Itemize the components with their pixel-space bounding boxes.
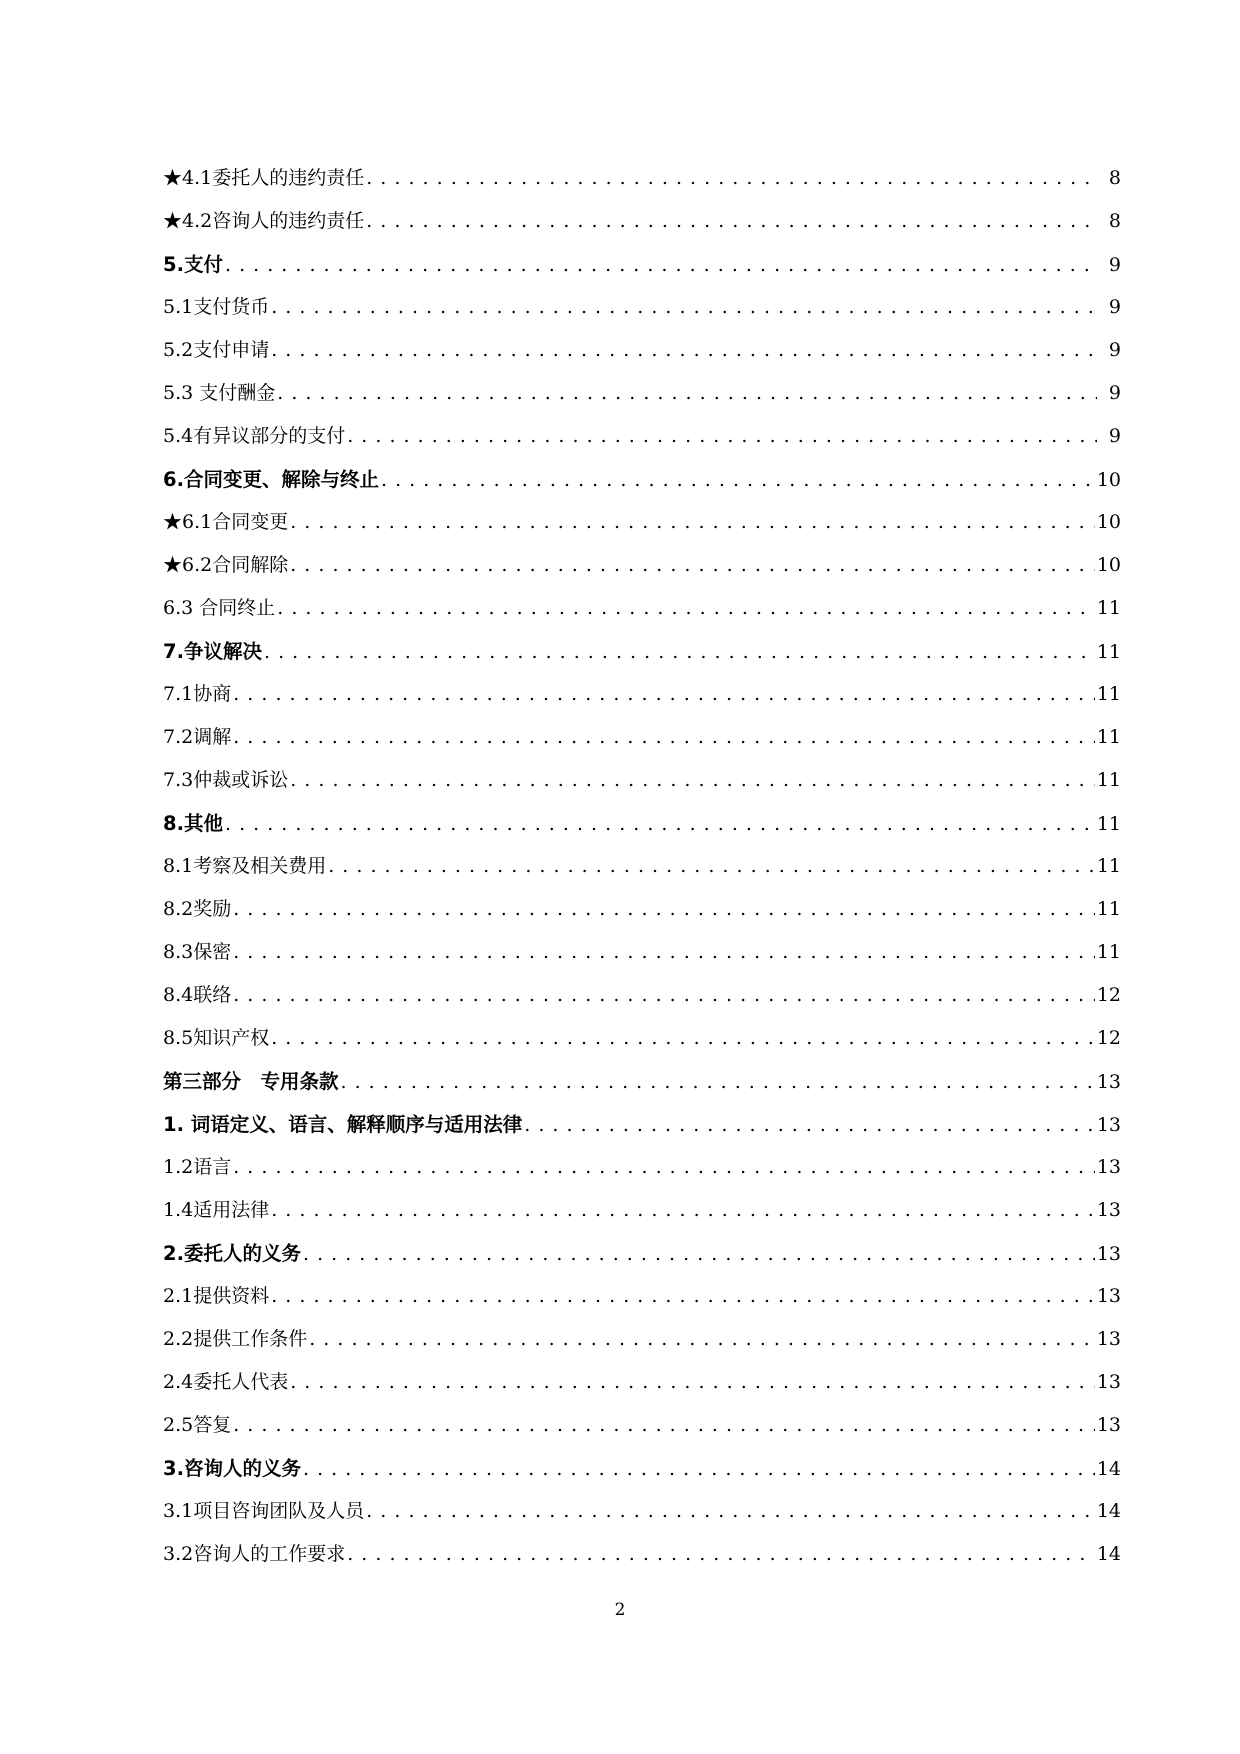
- toc-entry-page: 12: [1096, 1027, 1121, 1049]
- toc-entry-title: 5.支付: [163, 253, 223, 276]
- toc-entry-page: 11: [1096, 898, 1121, 920]
- toc-entry[interactable]: [163, 415, 1121, 458]
- toc-entry-title: ★4.1委托人的违约责任: [163, 167, 365, 189]
- toc-entry[interactable]: [163, 501, 1121, 544]
- toc-entry-title: 3.1项目咨询团队及人员: [163, 1500, 365, 1522]
- toc-dot-leader: [233, 974, 1095, 1017]
- toc-entry[interactable]: [163, 286, 1121, 329]
- toc-entry-page: 8: [1108, 210, 1121, 232]
- toc-entry-title: 2.1提供资料: [163, 1285, 270, 1307]
- toc-dot-leader: [233, 716, 1095, 759]
- toc-entry[interactable]: [163, 329, 1121, 372]
- toc-dot-leader: [225, 244, 1097, 286]
- toc-dot-leader: [233, 931, 1095, 974]
- toc-entry-title: 1.2语言: [163, 1156, 232, 1178]
- toc-entry-page: 14: [1096, 1458, 1121, 1480]
- toc-dot-leader: [277, 372, 1097, 415]
- toc-entry[interactable]: [163, 802, 1121, 845]
- toc-entry-title: 2.2提供工作条件: [163, 1328, 308, 1350]
- toc-dot-leader: [524, 1104, 1095, 1146]
- toc-entry-title: 2.4委托人代表: [163, 1371, 289, 1393]
- toc-entry-page: 14: [1096, 1500, 1121, 1522]
- toc-entry[interactable]: [163, 1232, 1121, 1275]
- toc-entry[interactable]: [163, 458, 1121, 501]
- toc-entry-title: 8.5知识产权: [163, 1027, 270, 1049]
- toc-entry-title: 5.3 支付酬金: [163, 382, 276, 404]
- toc-entry[interactable]: [163, 587, 1121, 630]
- toc-entry-page: 11: [1096, 683, 1121, 705]
- toc-entry-title: 8.其他: [163, 812, 223, 835]
- toc-dot-leader: [290, 544, 1095, 587]
- toc-entry-page: 11: [1096, 813, 1121, 835]
- toc-dot-leader: [366, 200, 1097, 243]
- toc-entry[interactable]: [163, 1275, 1121, 1318]
- toc-dot-leader: [271, 1017, 1095, 1060]
- toc-dot-leader: [233, 673, 1095, 716]
- toc-entry-page: 11: [1096, 726, 1121, 748]
- toc-entry-page: 13: [1096, 1328, 1121, 1350]
- toc-entry-title: 5.4有异议部分的支付: [163, 425, 346, 447]
- toc-entry-title: 8.3保密: [163, 941, 232, 963]
- toc-entry[interactable]: [163, 931, 1121, 974]
- toc-entry-title: ★6.2合同解除: [163, 554, 289, 576]
- toc-entry[interactable]: [163, 243, 1121, 286]
- toc-dot-leader: [290, 501, 1095, 544]
- toc-entry-title: 5.1支付货币: [163, 296, 270, 318]
- toc-entry-page: 9: [1108, 425, 1121, 447]
- toc-dot-leader: [347, 1533, 1095, 1576]
- toc-entry[interactable]: [163, 544, 1121, 587]
- toc-entry[interactable]: [163, 1146, 1121, 1189]
- toc-dot-leader: [233, 888, 1095, 931]
- toc-entry-page: 13: [1096, 1199, 1121, 1221]
- toc-entry[interactable]: [163, 1318, 1121, 1361]
- toc-entry-title: 6.合同变更、解除与终止: [163, 468, 379, 491]
- toc-dot-leader: [264, 631, 1095, 673]
- toc-entry-title: 5.2支付申请: [163, 339, 270, 361]
- toc-dot-leader: [290, 1361, 1095, 1404]
- toc-dot-leader: [347, 415, 1097, 458]
- toc-entry-title: 8.4联络: [163, 984, 232, 1006]
- toc-entry[interactable]: [163, 372, 1121, 415]
- toc-dot-leader: [271, 1189, 1095, 1232]
- toc-dot-leader: [303, 1448, 1095, 1490]
- toc-entry[interactable]: [163, 157, 1121, 200]
- toc-entry[interactable]: [163, 630, 1121, 673]
- toc-entry[interactable]: [163, 1189, 1121, 1232]
- toc-entry-page: 11: [1096, 597, 1121, 619]
- toc-entry-page: 13: [1096, 1243, 1121, 1265]
- toc-entry-page: 14: [1096, 1543, 1121, 1565]
- toc-dot-leader: [233, 1404, 1095, 1447]
- toc-entry-title: 6.3 合同终止: [163, 597, 276, 619]
- toc-entry-page: 13: [1096, 1371, 1121, 1393]
- toc-entry[interactable]: [163, 673, 1121, 716]
- toc-entry-page: 13: [1096, 1156, 1121, 1178]
- toc-entry-title: 第三部分 专用条款: [163, 1070, 339, 1093]
- toc-dot-leader: [271, 286, 1097, 329]
- toc-entry-page: 11: [1096, 769, 1121, 791]
- toc-entry-page: 9: [1108, 296, 1121, 318]
- table-of-contents: [163, 157, 1121, 1576]
- toc-entry-title: ★6.1合同变更: [163, 511, 289, 533]
- toc-dot-leader: [341, 1061, 1095, 1103]
- toc-entry[interactable]: [163, 200, 1121, 243]
- toc-dot-leader: [271, 329, 1097, 372]
- toc-entry-title: 2.5答复: [163, 1414, 232, 1436]
- toc-entry-title: 3.咨询人的义务: [163, 1457, 301, 1480]
- toc-entry[interactable]: [163, 716, 1121, 759]
- toc-entry-page: 11: [1096, 855, 1121, 877]
- toc-entry-title: 3.2咨询人的工作要求: [163, 1543, 346, 1565]
- toc-dot-leader: [303, 1233, 1095, 1275]
- toc-entry-page: 11: [1096, 641, 1121, 663]
- toc-entry-page: 13: [1096, 1071, 1121, 1093]
- toc-entry-page: 13: [1096, 1414, 1121, 1436]
- toc-entry[interactable]: [163, 1103, 1121, 1146]
- toc-entry-title: 2.委托人的义务: [163, 1242, 301, 1265]
- toc-dot-leader: [366, 1490, 1095, 1533]
- toc-dot-leader: [309, 1318, 1095, 1361]
- toc-dot-leader: [290, 759, 1095, 802]
- toc-entry[interactable]: [163, 1060, 1121, 1103]
- toc-entry-page: 13: [1096, 1114, 1121, 1136]
- toc-entry[interactable]: [163, 974, 1121, 1017]
- toc-entry-title: 1. 词语定义、语言、解释顺序与适用法律: [163, 1113, 523, 1136]
- toc-entry-title: ★4.2咨询人的违约责任: [163, 210, 365, 232]
- toc-entry[interactable]: [163, 845, 1121, 888]
- toc-entry-page: 13: [1096, 1285, 1121, 1307]
- toc-entry-page: 12: [1096, 984, 1121, 1006]
- toc-entry[interactable]: [163, 1447, 1121, 1490]
- toc-entry-page: 11: [1096, 941, 1121, 963]
- toc-entry-page: 9: [1108, 382, 1121, 404]
- toc-entry-page: 10: [1096, 511, 1121, 533]
- toc-entry-title: 7.2调解: [163, 726, 232, 748]
- toc-entry-page: 10: [1096, 554, 1121, 576]
- toc-entry[interactable]: [163, 1404, 1121, 1447]
- toc-dot-leader: [271, 1275, 1095, 1318]
- toc-entry[interactable]: [163, 1361, 1121, 1404]
- toc-entry-title: 8.1考察及相关费用: [163, 855, 327, 877]
- toc-dot-leader: [225, 803, 1095, 845]
- toc-entry[interactable]: [163, 1533, 1121, 1576]
- toc-entry[interactable]: [163, 1017, 1121, 1060]
- toc-dot-leader: [381, 459, 1095, 501]
- toc-entry-title: 8.2奖励: [163, 898, 232, 920]
- toc-entry[interactable]: [163, 759, 1121, 802]
- page-number: 2: [614, 1600, 626, 1620]
- toc-entry-title: 1.4适用法律: [163, 1199, 270, 1221]
- toc-entry-title: 7.争议解决: [163, 640, 262, 663]
- toc-dot-leader: [328, 845, 1095, 888]
- toc-entry-title: 7.1协商: [163, 683, 232, 705]
- toc-entry-page: 8: [1108, 167, 1121, 189]
- toc-entry-title: 7.3仲裁或诉讼: [163, 769, 289, 791]
- toc-entry-page: 10: [1096, 469, 1121, 491]
- toc-dot-leader: [277, 587, 1095, 630]
- toc-entry-page: 9: [1108, 254, 1121, 276]
- toc-entry[interactable]: [163, 888, 1121, 931]
- toc-dot-leader: [366, 157, 1097, 200]
- toc-dot-leader: [233, 1146, 1095, 1189]
- toc-entry-page: 9: [1108, 339, 1121, 361]
- toc-entry[interactable]: [163, 1490, 1121, 1533]
